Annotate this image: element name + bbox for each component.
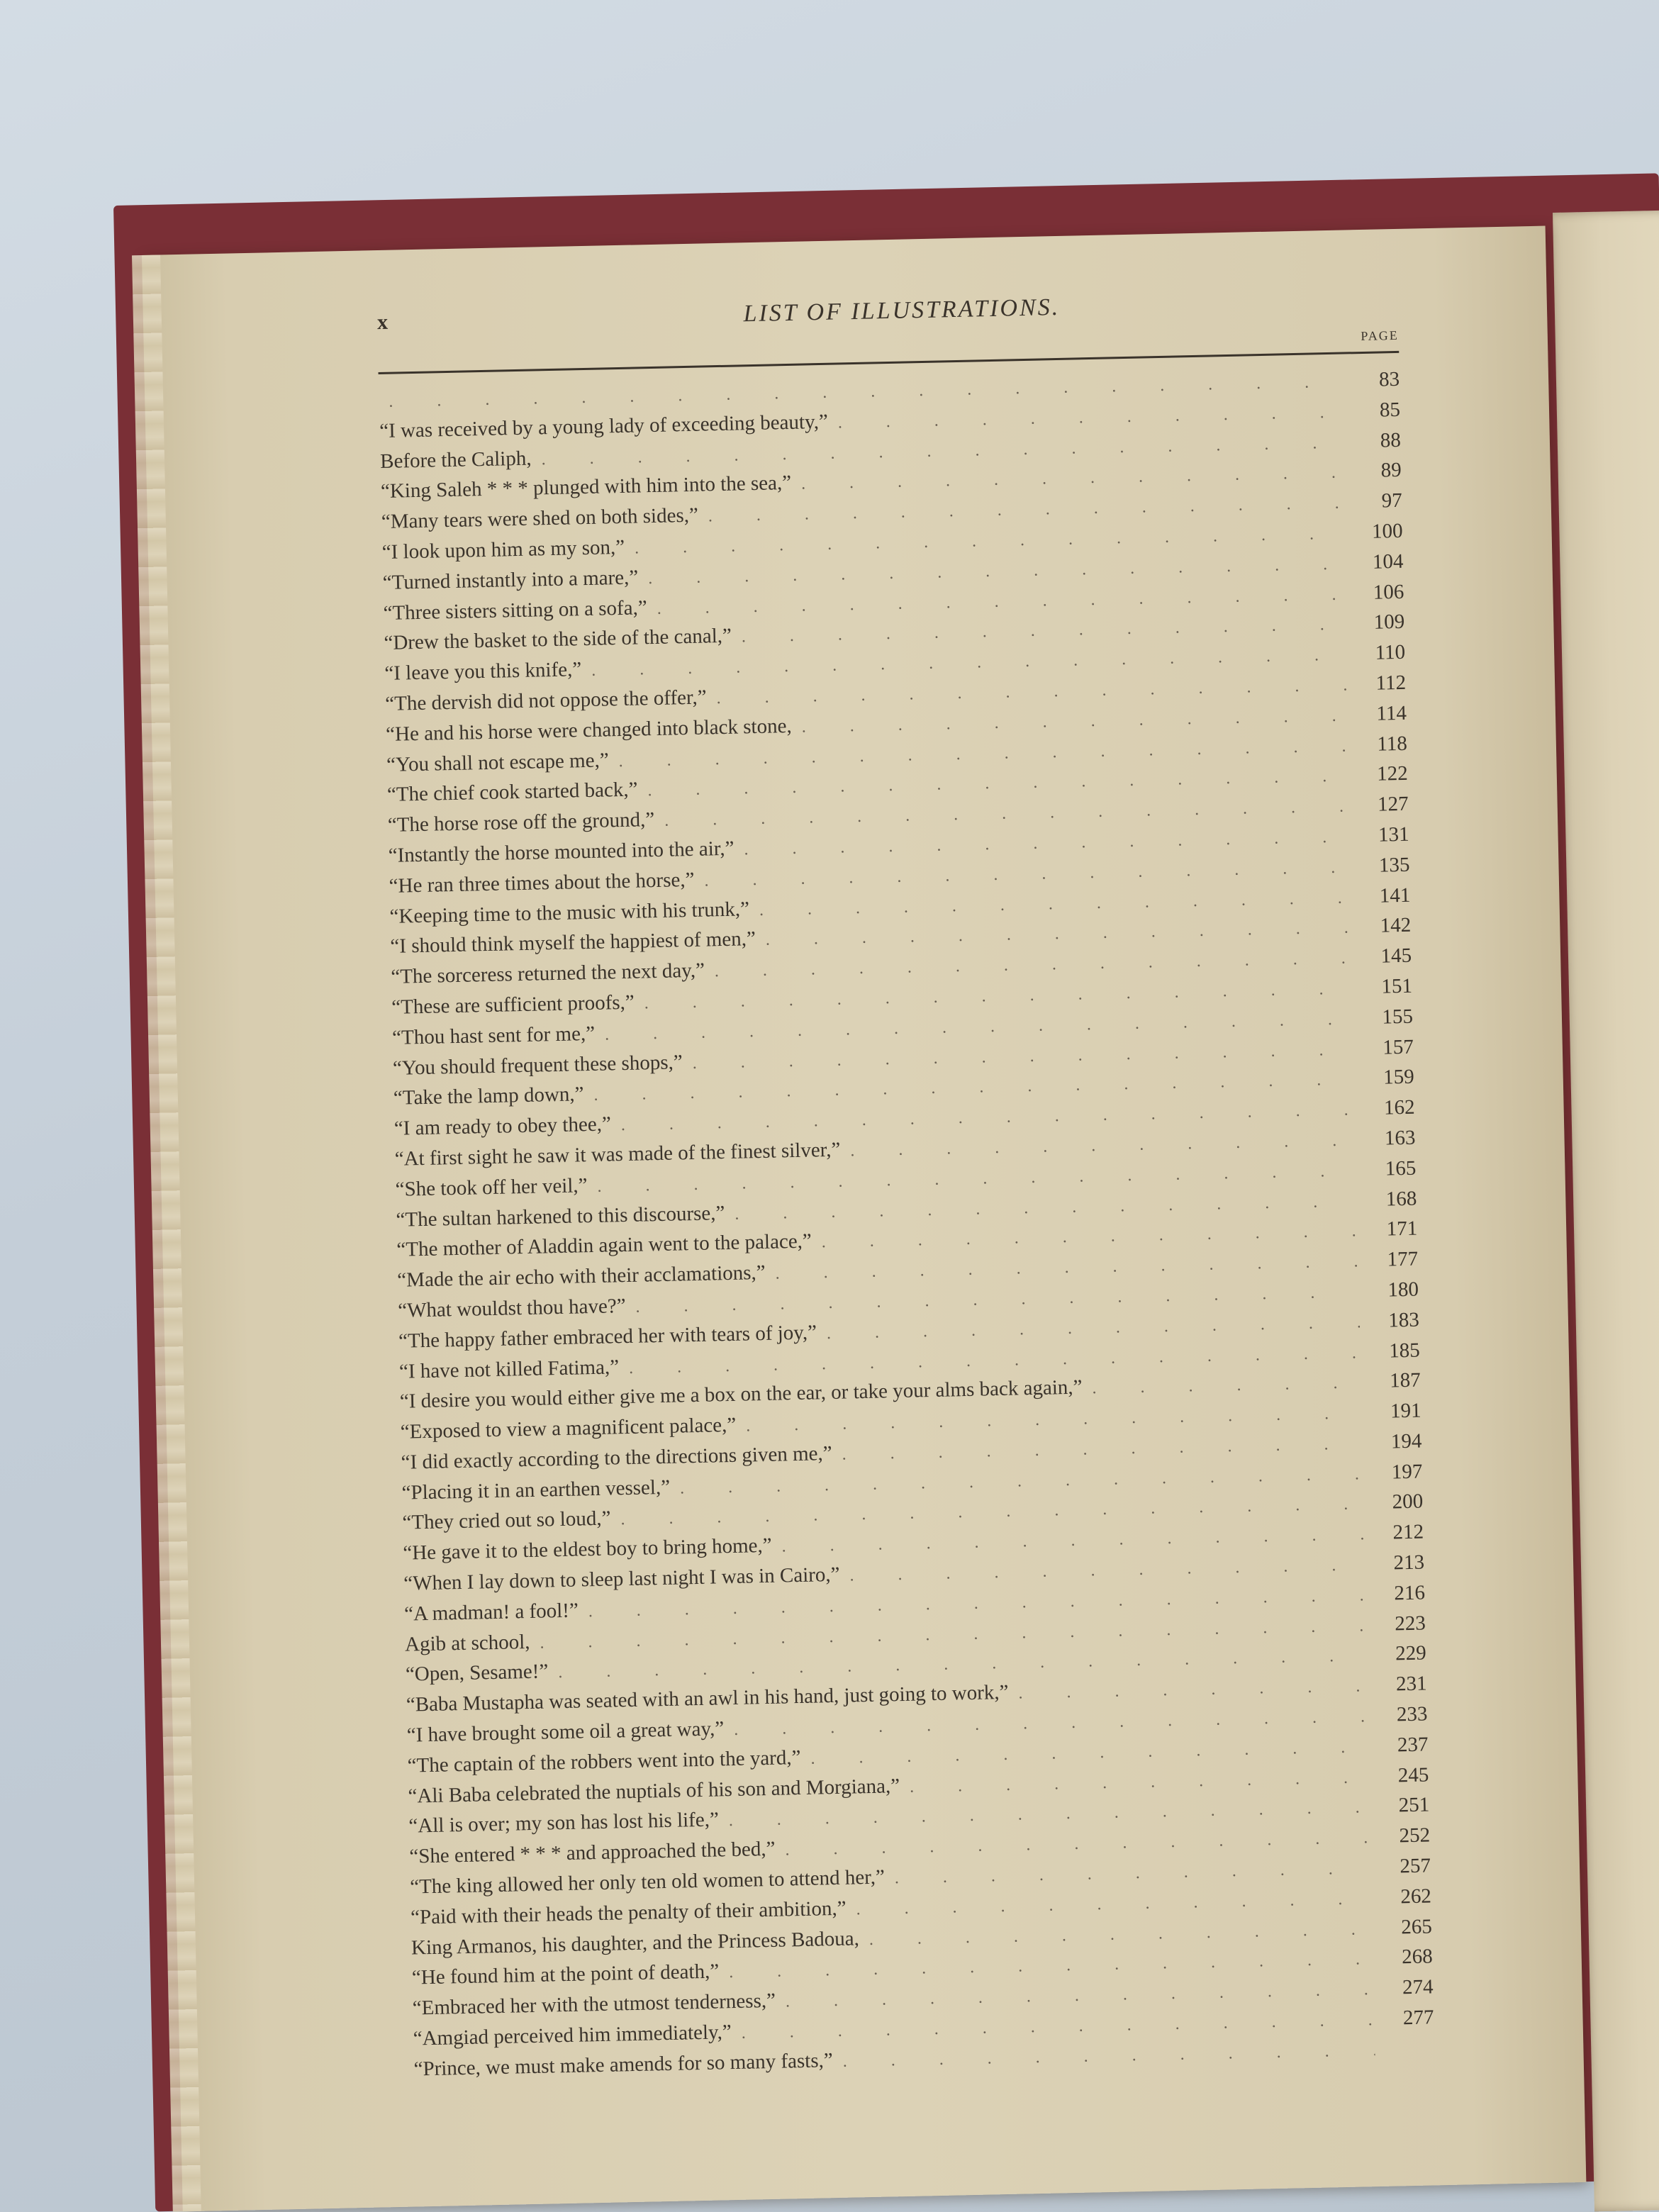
entry-title: “The happy father embraced her with tears of joy,” xyxy=(398,1321,817,1353)
entry-page-number: 127 xyxy=(1377,792,1409,816)
entry-page-number: 268 xyxy=(1401,1945,1433,1969)
entry-title: “Paid with their heads the penalty of their ambition,” xyxy=(410,1897,847,1929)
entry-page-number: 135 xyxy=(1378,853,1410,877)
entry-page-number: 262 xyxy=(1400,1884,1432,1909)
entry-title: “Many tears were shed on both sides,” xyxy=(381,503,699,534)
entry-title: “You shall not escape me,” xyxy=(386,748,609,776)
entry-page-number: 183 xyxy=(1388,1308,1420,1332)
entry-page-number: 83 xyxy=(1378,367,1400,391)
entry-page-number: 197 xyxy=(1391,1460,1423,1484)
entry-title: “Drew the basket to the side of the canal,” xyxy=(384,625,732,655)
page-column-label: PAGE xyxy=(1361,328,1399,344)
entry-page-number: 277 xyxy=(1402,2006,1434,2030)
entry-title: “They cried out so loud,” xyxy=(402,1507,611,1535)
entry-page-number: 159 xyxy=(1382,1066,1415,1089)
entry-page-number: 122 xyxy=(1376,762,1409,786)
entry-page-number: 142 xyxy=(1380,914,1412,937)
entry-title: “The king allowed her only ten old women to attend her,” xyxy=(409,1865,886,1899)
entry-title: “I have not killed Fatima,” xyxy=(398,1355,620,1383)
entry-page-number: 237 xyxy=(1397,1733,1429,1757)
entry-page-number: 100 xyxy=(1371,519,1403,543)
entry-title: “He ran three times about the horse,” xyxy=(389,868,695,898)
entry-page-number: 213 xyxy=(1393,1551,1425,1575)
entry-page-number: 171 xyxy=(1386,1217,1418,1241)
entry-title: Agib at school, xyxy=(404,1630,530,1656)
entry-title: “All is over; my son has lost his life,” xyxy=(408,1808,720,1838)
entry-page-number: 162 xyxy=(1383,1095,1415,1119)
entry-page-number: 168 xyxy=(1385,1187,1417,1211)
entry-page-number: 157 xyxy=(1382,1035,1414,1059)
entry-page-number: 187 xyxy=(1389,1368,1421,1392)
page-number: x xyxy=(376,310,389,335)
entry-page-number: 233 xyxy=(1396,1702,1428,1726)
entry-page-number: 245 xyxy=(1397,1763,1429,1787)
entry-title: “Turned instantly into a mare,” xyxy=(382,566,639,594)
entry-page-number: 194 xyxy=(1390,1429,1422,1453)
entry-page-number: 163 xyxy=(1384,1126,1416,1150)
entry-title: “Open, Sesame!” xyxy=(405,1660,549,1687)
entry-title: “Placing it in an earthen vessel,” xyxy=(401,1475,671,1504)
illustration-list xyxy=(379,368,1435,2088)
entry-page-number: 106 xyxy=(1373,580,1404,604)
entry-page-number: 85 xyxy=(1379,398,1401,422)
entry-title: “Three sisters sitting on a sofa,” xyxy=(383,596,647,625)
entry-title: “He found him at the point of death,” xyxy=(411,1960,720,1989)
entry-page-number: 131 xyxy=(1378,822,1409,847)
entry-title: “Exposed to view a magnificent palace,” xyxy=(400,1413,737,1443)
entry-title: “The sorceress returned the next day,” xyxy=(391,959,705,989)
entry-page-number: 151 xyxy=(1381,974,1413,998)
entry-title: “Embraced her with the utmost tenderness,” xyxy=(412,1989,776,2020)
entry-title: “I was received by a young lady of exceeding beauty,” xyxy=(379,410,829,442)
entry-title: “King Saleh * * * plunged with him into the sea,” xyxy=(380,471,792,503)
entry-title: “Take the lamp down,” xyxy=(393,1083,584,1110)
entry-title: “The mother of Aladdin again went to the palace,” xyxy=(396,1229,812,1262)
entry-title: “Keeping time to the music with his trunk,” xyxy=(389,897,750,928)
entry-title: “The dervish did not oppose the offer,” xyxy=(384,686,707,715)
entry-title: “Made the air echo with their acclamations,” xyxy=(397,1261,766,1292)
entry-title: “When I lay down to sleep last night I was in Cairo,” xyxy=(403,1563,840,1595)
entry-page-number: 109 xyxy=(1373,610,1405,635)
entry-page-number: 177 xyxy=(1387,1247,1419,1271)
entry-page-number: 231 xyxy=(1395,1672,1427,1696)
running-head xyxy=(377,287,1398,335)
entry-title: “Prince, we must make amends for so many fasts,” xyxy=(413,2048,833,2081)
entry-page-number: 216 xyxy=(1394,1581,1426,1605)
entry-page-number xyxy=(1385,2054,1435,2055)
entry-page-number: 110 xyxy=(1375,640,1406,664)
entry-page-number: 180 xyxy=(1387,1278,1419,1302)
entry-page-number: 104 xyxy=(1372,549,1404,574)
entry-title: King Armanos, his daughter, and the Princess Badoua, xyxy=(410,1926,860,1960)
entry-page-number: 114 xyxy=(1376,701,1407,725)
entry-title: “A madman! a fool!” xyxy=(403,1599,579,1626)
entry-page-number: 257 xyxy=(1400,1854,1431,1878)
entry-title: “The captain of the robbers went into the yard,” xyxy=(407,1745,801,1777)
entry-page-number: 141 xyxy=(1379,883,1411,907)
entry-title: “I desire you would either give me a box on the ear, or take your alms back again,” xyxy=(399,1375,1083,1414)
entry-page-number: 97 xyxy=(1381,489,1402,513)
book-page xyxy=(142,226,1586,2212)
entry-page-number: 112 xyxy=(1375,671,1407,695)
entry-title: “At first sight he saw it was made of the finest silver,” xyxy=(394,1138,841,1171)
dot-leader xyxy=(895,1859,1372,1888)
entry-title: “Thou hast sent for me,” xyxy=(391,1022,596,1049)
entry-title: “She took off her veil,” xyxy=(395,1173,588,1201)
entry-title: “I look upon him as my son,” xyxy=(381,535,625,564)
entry-page-number: 165 xyxy=(1385,1156,1417,1180)
entry-title: “She entered * * * and approached the bed,” xyxy=(409,1838,776,1868)
entry-title: “The horse rose off the ground,” xyxy=(387,808,655,837)
entry-page-number: 212 xyxy=(1392,1520,1424,1544)
entry-page-number: 252 xyxy=(1399,1823,1431,1848)
entry-page-number: 223 xyxy=(1394,1611,1426,1636)
entry-title: “These are sufficient proofs,” xyxy=(391,990,635,1019)
entry-page-number: 265 xyxy=(1400,1915,1433,1938)
dot-leader xyxy=(1092,1374,1361,1399)
entry-page-number: 274 xyxy=(1402,1975,1434,1999)
entry-page-number: 191 xyxy=(1390,1399,1421,1423)
entry-title: “The chief cook started back,” xyxy=(386,778,638,807)
entry-page-number: 88 xyxy=(1380,428,1402,452)
entry-title: “He and his horse were changed into black stone, xyxy=(385,714,792,746)
entry-title: “I should think myself the happiest of men,” xyxy=(390,927,756,959)
entry-title: “Baba Mustapha was seated with an awl in his hand, just going to work,” xyxy=(406,1681,1009,1716)
entry-page-number: 185 xyxy=(1388,1339,1421,1362)
entry-title: “What wouldst thou have?” xyxy=(397,1294,626,1322)
entry-page-number: 155 xyxy=(1382,1005,1414,1029)
entry-page-number: 229 xyxy=(1395,1641,1427,1665)
entry-title: “You should frequent these shops,” xyxy=(392,1050,683,1080)
page-content xyxy=(376,229,1437,2207)
entry-title: “I did exactly according to the directions given me,” xyxy=(401,1441,832,1474)
entry-page-number: 118 xyxy=(1377,732,1408,756)
entry-page-number: 89 xyxy=(1380,459,1402,482)
entry-title: “He gave it to the eldest boy to bring home,” xyxy=(403,1534,772,1565)
dot-leader xyxy=(1018,1677,1368,1704)
entry-title: “I have brought some oil a great way,” xyxy=(406,1717,725,1747)
entry-title: “The sultan harkened to this discourse,” xyxy=(396,1201,725,1231)
entry-page-number: 251 xyxy=(1398,1793,1430,1817)
entry-page-number: 200 xyxy=(1392,1490,1424,1514)
entry-title: “I am ready to obey thee,” xyxy=(393,1112,612,1140)
entry-title: “Ali Baba celebrated the nuptials of his son and Morgiana,” xyxy=(408,1774,900,1808)
entry-title: “Amgiad perceived him immediately,” xyxy=(413,2021,732,2050)
entry-title: Before the Caliph, xyxy=(379,447,532,473)
entry-page-number: 145 xyxy=(1380,944,1412,968)
entry-title: “I leave you this knife,” xyxy=(384,658,582,686)
entry-title: “Instantly the horse mounted into the air,” xyxy=(388,837,734,867)
dot-leader xyxy=(910,1768,1370,1797)
page-title: LIST OF ILLUSTRATIONS. xyxy=(743,294,1061,328)
